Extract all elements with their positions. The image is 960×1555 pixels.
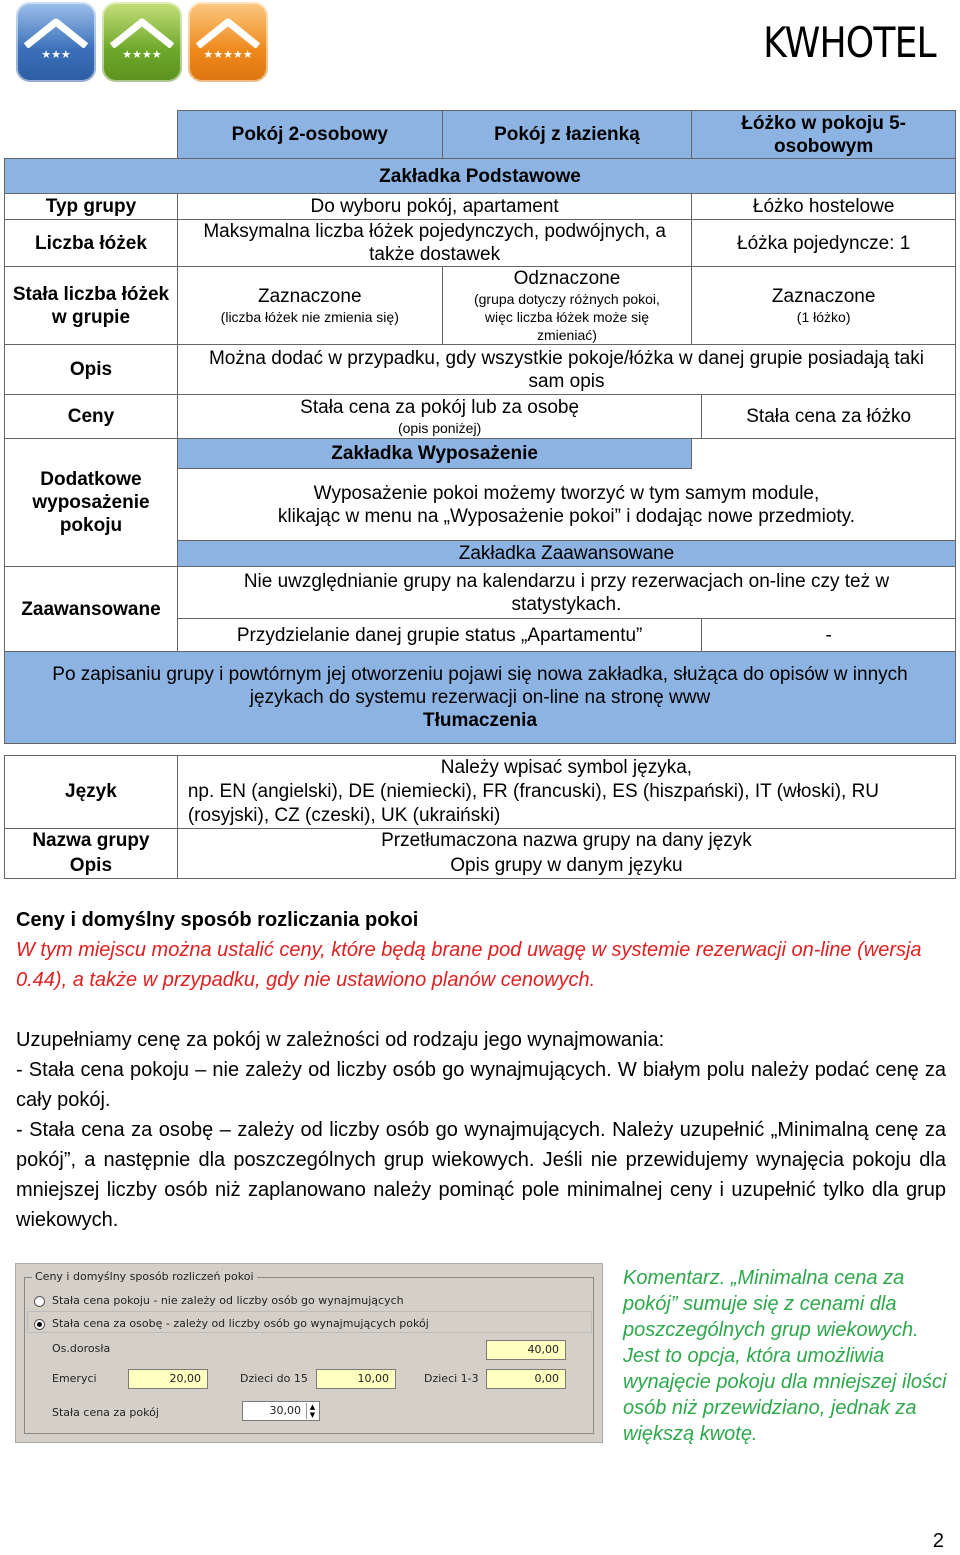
row-label-translation-description: Opis	[5, 854, 178, 879]
fixed-beds-col2-main: Odznaczone	[513, 268, 621, 289]
room-price-input[interactable]	[242, 1401, 320, 1421]
row-label-bed-count: Liczba łóżek	[5, 220, 178, 267]
bed-count-rooms: Maksymalna liczba łóżek pojedynczych, podwójnych, a także dostawek	[177, 220, 691, 267]
hotel-4-star-logo-icon: ★★★★	[102, 2, 182, 82]
brand-title: KWHOTEL	[763, 18, 936, 67]
row-label-extra-equipment: Dodatkowe wyposażenie pokoju	[5, 439, 178, 567]
prices-rooms-main: Stała cena za pokój lub za osobę	[300, 397, 580, 418]
fixed-beds-col2-note: (grupa dotyczy różnych pokoi, więc liczba łóżek może się zmieniać)	[473, 291, 660, 343]
section-spacer	[16, 995, 946, 1025]
col-header-room-bathroom: Pokój z łazienką	[442, 111, 692, 159]
room-price-value: 30,00	[269, 1404, 301, 1417]
row-label-fixed-bed-count: Stała liczba łóżek w grupie	[5, 267, 178, 345]
page-number: 2	[932, 1530, 944, 1552]
prices-rooms	[177, 395, 701, 439]
advanced-apartment-bed: -	[702, 619, 956, 652]
group-box-legend: Ceny i domyślny sposób rozliczeń pokoi	[32, 1270, 257, 1283]
language-text-line1: Należy wpisać symbol języka,	[440, 757, 693, 778]
row-label-group-type: Typ grupy	[5, 194, 178, 220]
row-label-prices: Ceny	[5, 395, 178, 439]
translation-description-text: Opis grupy w danym języku	[177, 854, 955, 879]
option-fixed-person-price-label: Stała cena za osobę - zależy od liczby osób go wynajmujących pokój	[52, 1317, 429, 1330]
equipment-spacer	[692, 439, 956, 469]
language-text	[177, 756, 955, 829]
group-type-rooms: Do wyboru pokój, apartament	[177, 194, 691, 220]
adult-price-input[interactable]: 40,00	[486, 1340, 566, 1360]
advanced-text: Nie uwzględnianie grupy na kalendarzu i przy rezerwacjach on-line czy też w statystykach.	[177, 567, 955, 619]
fixed-beds-col1-main: Zaznaczone	[258, 286, 362, 307]
option-fixed-room-price-label: Stała cena pokoju - nie zależy od liczby osób go wynajmujących	[52, 1294, 404, 1307]
adult-label: Os.dorosła	[52, 1342, 111, 1355]
senior-price-input[interactable]: 20,00	[128, 1369, 208, 1389]
description-text: Można dodać w przypadku, gdy wszystkie pokoje/łóżka w danej grupie posiadają taki sam opis	[177, 345, 955, 395]
radio-fixed-room-price[interactable]	[34, 1296, 45, 1307]
section-paragraph-1: Uzupełniamy cenę za pokój w zależności od rodzaju jego wynajmowania:	[16, 1029, 665, 1051]
child13-label: Dzieci 1-3	[424, 1372, 479, 1385]
fixed-beds-col1-note: (liczba łóżek nie zmienia się)	[220, 309, 399, 325]
group-type-bed: Łóżko hostelowe	[692, 194, 956, 220]
pricing-section	[16, 905, 946, 1235]
room-price-label: Stała cena za pokój	[52, 1406, 159, 1419]
equipment-text-line2: klikając w menu na „Wyposażenie pokoi” i dodając nowe przedmioty.	[277, 505, 856, 527]
radio-fixed-person-price[interactable]	[34, 1319, 45, 1330]
section-title: Ceny i domyślny sposób rozliczania pokoi	[16, 909, 419, 931]
language-text-line2: np. EN (angielski), DE (niemiecki), FR (francuski), ES (hiszpański), IT (włoski), RU (rosyjski), CZ (czeski), UK (ukraiński)	[187, 781, 880, 826]
translation-note: Po zapisaniu grupy i powtórnym jej otworzeniu pojawi się nowa zakładka, służąca do opisów w innych językach do systemu rezerwacji on-line na stronę www	[52, 664, 908, 708]
row-label-advanced: Zaawansowane	[5, 567, 178, 652]
bed-count-bed: Łóżka pojedyncze: 1	[692, 220, 956, 267]
child15-label: Dzieci do 15	[240, 1372, 308, 1385]
equipment-text	[177, 469, 955, 541]
tab-equipment-heading: Zakładka Wyposażenie	[177, 439, 691, 469]
fixed-beds-col3	[692, 267, 956, 345]
fixed-beds-col3-main: Zaznaczone	[771, 286, 876, 307]
row-label-group-name: Nazwa grupy	[5, 829, 178, 854]
group-name-text: Przetłumaczona nazwa grupy na dany język	[177, 829, 955, 854]
equipment-text-line1: Wyposażenie pokoi możemy tworzyć w tym samym module,	[313, 482, 820, 504]
translation-table	[4, 755, 956, 879]
tab-basic-heading: Zakładka Podstawowe	[5, 159, 956, 194]
spinner-arrows-icon[interactable]: ▲ ▼	[306, 1403, 318, 1419]
row-label-description: Opis	[5, 345, 178, 395]
row-label-language: Język	[5, 756, 178, 829]
child15-price-input[interactable]: 10,00	[316, 1369, 396, 1389]
comment-note: Komentarz. „Minimalna cena za pokój” sumuje się z cenami dla poszczególnych grup wiekowych. Jest to opcja, która umożliwia wynajęcie pokoju dla mniejszej ilości osób niż przewidziano, jednak za większą kwotę.	[623, 1267, 947, 1445]
advanced-apartment: Przydzielanie danej grupie status „Apartamentu”	[177, 619, 701, 652]
tab-advanced-heading: Zakładka Zaawansowane	[177, 541, 955, 567]
section-highlight: W tym miejscu można ustalić ceny, które będą brane pod uwagę w systemie rezerwacji on-line (wersja 0.44), a także w przypadku, gdy nie ustawiono planów cenowych.	[16, 939, 922, 991]
fixed-beds-col2	[442, 267, 692, 345]
pricing-settings-screenshot	[15, 1263, 603, 1443]
hotel-logos	[16, 2, 268, 82]
empty-corner	[5, 111, 178, 159]
hotel-3-star-logo-icon: ★★★	[16, 2, 96, 82]
fixed-beds-col1	[177, 267, 442, 345]
section-paragraph-2: - Stała cena pokoju – nie zależy od liczby osób go wynajmujących. W białym polu należy podać cenę za cały pokój.	[16, 1059, 946, 1111]
section-paragraph-3: - Stała cena za osobę – zależy od liczby osób go wynajmujących. Należy uzupełnić „Minimalną cenę za pokój”, a następnie dla poszczególnych grup wiekowych. Jeśli nie przewidujemy wynajęcia pokoju dla mniejszej liczby osób niż zaplanowano należy pominąć pole minimalnej ceny i uzupełnić tylko dla grup wiekowych.	[16, 1119, 946, 1231]
prices-rooms-note: (opis poniżej)	[397, 420, 482, 436]
translation-note-cell	[5, 652, 956, 744]
fixed-beds-col3-note: (1 łóżko)	[796, 309, 851, 325]
child13-price-input[interactable]: 0,00	[486, 1369, 566, 1389]
col-header-double-room: Pokój 2-osobowy	[177, 111, 442, 159]
hotel-5-star-logo-icon: ★★★★★	[188, 2, 268, 82]
group-types-table	[4, 110, 956, 744]
col-header-bed-5-room: Łóżko w pokoju 5-osobowym	[692, 111, 956, 159]
translation-tab-heading: Tłumaczenia	[422, 710, 538, 731]
senior-label: Emeryci	[52, 1372, 97, 1385]
prices-bed: Stała cena za łóżko	[702, 395, 956, 439]
